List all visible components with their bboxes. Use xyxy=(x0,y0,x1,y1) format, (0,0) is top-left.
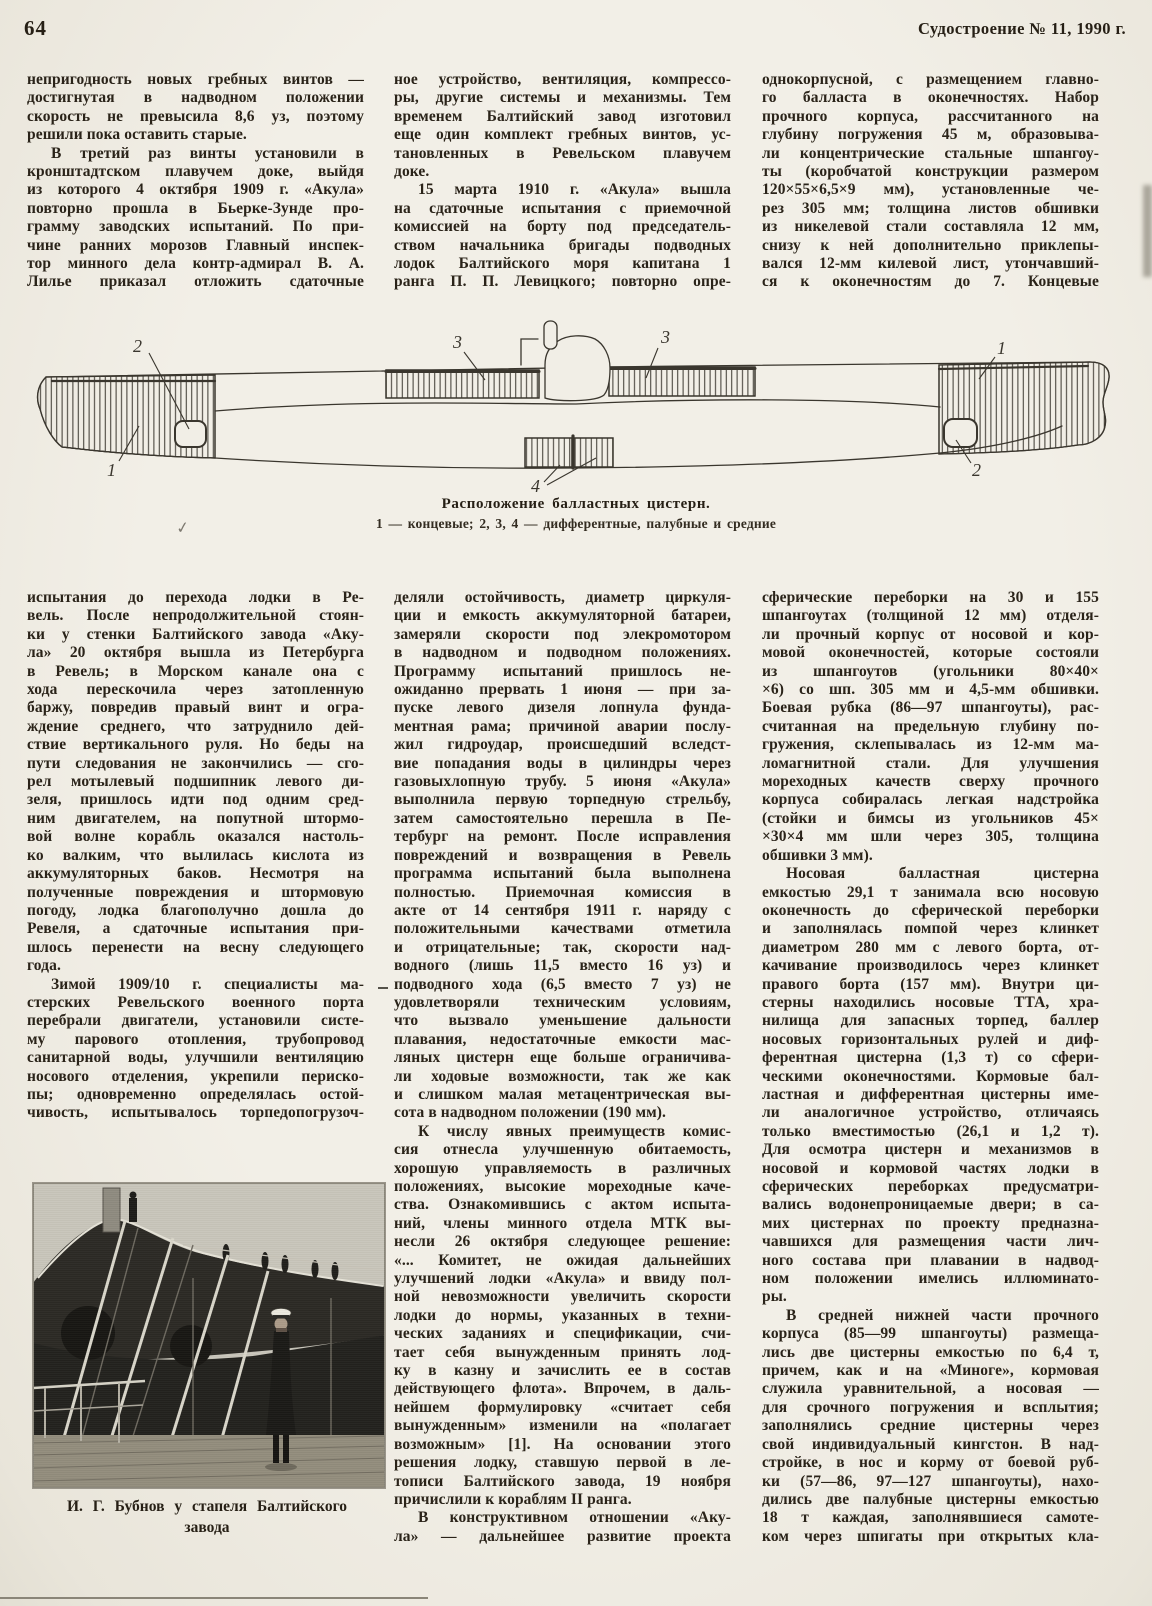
text-line: вался 12-мм килевой лист, утончавший- xyxy=(762,255,1099,273)
text-line: несли 26 октября следующее решение: xyxy=(394,1233,731,1251)
text-line: (стойки и бимсы из угольников 45× xyxy=(762,809,1099,827)
text-line: рез 305 мм; толщина листов обшивки xyxy=(762,199,1099,217)
text-line: и отрицательные; так, скорости над- xyxy=(394,938,731,956)
text-line: Лилье приказал отложить сдаточные xyxy=(27,273,364,291)
page-number: 64 xyxy=(24,16,47,40)
text-line: подводного хода (6,5 вместо 7 уз) не xyxy=(394,975,731,993)
text-line: сия отнесла улучшенную обитаемость, xyxy=(394,1141,731,1159)
photo-illustration xyxy=(33,1183,385,1488)
text-line: корпуса собиралась легкая надстройка xyxy=(762,791,1099,809)
text-line: удовлетворяли техническим условиям, xyxy=(394,993,731,1011)
text-line: из шпангоутов (угольники 80×40× xyxy=(762,662,1099,680)
text-line: жил гидроудар, происшедший вследст- xyxy=(394,736,731,754)
text-line: газовыхлопную трубу. 5 июня «Акула» xyxy=(394,773,731,791)
text-line: повторно прошла в Бьерке-Зунде про- xyxy=(27,199,364,217)
scan-bottom-line xyxy=(0,1597,428,1599)
text-line: носовой и кормовой частях лодки в xyxy=(762,1159,1099,1177)
text-line: ластная и дифферентная цистерны име- xyxy=(762,1085,1099,1103)
bottom-column-1 xyxy=(27,589,364,1123)
text-line: ства. Ознакомившись с актом испыта- xyxy=(394,1196,731,1214)
text-line: тановленных в Ревельском плавучем xyxy=(394,144,731,162)
text-line: что вызвало уменьшение дальности xyxy=(394,1012,731,1030)
text-line: чивость, испытывалось торпедопогрузоч- xyxy=(27,1104,364,1122)
text-line: ли прочный корпус от носовой и кор- xyxy=(762,625,1099,643)
text-line: ческих заданиях и спецификации, счи- xyxy=(394,1325,731,1343)
diagram-caption xyxy=(276,496,876,532)
text-line: и слишком малая метацентрическая вы- xyxy=(394,1085,731,1103)
text-line: Программу испытаний пришлось не- xyxy=(394,662,731,680)
text-line: корпуса (85—99 шпангоуты) размеща- xyxy=(762,1325,1099,1343)
diagram-label-2-left: 2 xyxy=(133,336,142,356)
text-line: в надводном и подводном положениях. xyxy=(394,644,731,662)
text-line: гружения, склепывалась из 12-мм ма- xyxy=(762,736,1099,754)
text-line: только вместимостью (26,1 и 1,2 т). xyxy=(762,1122,1099,1140)
text-line: решили пока оставить старые. xyxy=(27,126,247,144)
text-line: Ревеля, а сдаточные испытания при- xyxy=(27,920,364,938)
photo-caption-line1: И. Г. Бубнов у стапеля Балтийского xyxy=(66,1498,348,1515)
text-line: свой индивидуальный кингстон. В над- xyxy=(762,1435,1099,1453)
text-line: пы; одновременно определялась остой- xyxy=(27,1085,364,1103)
text-line: ла» 20 октября вышла из Петербурга xyxy=(27,644,364,662)
photo-caption-line2: завода xyxy=(184,1519,230,1536)
text-line: считанная на предельную глубину по- xyxy=(762,717,1099,735)
text-line: грамму заводских испытаний. По при- xyxy=(27,218,364,236)
pencil-dash-mark xyxy=(378,987,388,989)
text-line: обшивки 3 мм). xyxy=(762,846,873,864)
text-line: ры, другие системы и механизмы. Тем xyxy=(394,89,731,107)
text-line: из никелевой стали составляла 12 мм, xyxy=(762,218,1099,236)
text-line: ли концентрические стальные шпангоу- xyxy=(762,144,1099,162)
text-line: глубину погружения 45 м, образовыва- xyxy=(762,126,1099,144)
text-line: вель. После непродолжительной стоян- xyxy=(27,607,364,625)
text-line: лодок Балтийского моря капитана 1 xyxy=(394,255,731,273)
text-line: ла» — дальнейшее развитие проекта xyxy=(394,1527,731,1545)
diagram-label-2-right: 2 xyxy=(972,460,981,480)
text-line: ческими оконечностями. Кормовые бал- xyxy=(762,1067,1099,1085)
text-line: ли ходовые возможности, так же как xyxy=(394,1067,731,1085)
text-line: сферические переборки на 30 и 155 xyxy=(762,589,1099,606)
text-line: вие попадания воды в цилиндры через xyxy=(394,754,731,772)
ballast-tanks-diagram xyxy=(0,300,1152,500)
text-line: на сдаточные испытания с приемочной xyxy=(394,199,731,217)
text-line: выполнила первую торпедную стрельбу, xyxy=(394,791,731,809)
text-line: санитарной воды, улучшили вентиляцию xyxy=(27,1049,364,1067)
text-line: нейшем формулировку «считает себя xyxy=(394,1398,731,1416)
text-line: пути следования не закончились — сго- xyxy=(27,754,364,772)
text-line: стерских Ревельского военного порта xyxy=(27,993,364,1011)
text-line: Носовая балластная цистерна xyxy=(786,865,1099,883)
text-line: положительными качествами отметила xyxy=(394,920,731,938)
text-line: К числу явных преимуществ комис- xyxy=(418,1122,731,1140)
text-line: носового отделения, укрепили периско- xyxy=(27,1067,364,1085)
text-line: 15 марта 1910 г. «Акула» вышла xyxy=(418,181,731,199)
text-line: лодки до нормы, указанных в техни- xyxy=(394,1306,731,1324)
text-line: Для осмотра цистерн и механизмов в xyxy=(762,1141,1099,1159)
text-line: рел мотылевый подшипник левого ди- xyxy=(27,773,364,791)
text-line: стройке, в нос и корму от боевой руб- xyxy=(762,1454,1099,1472)
text-line: акте от 14 сентября 1911 г. наряду с xyxy=(394,901,731,919)
text-line: ствие вертикального руля. Но беды на xyxy=(27,736,364,754)
figure-on-deck xyxy=(129,1198,137,1222)
text-line: ном положении имелись иллюминато- xyxy=(762,1270,1099,1288)
text-line: перебрали двигатели, установили систе- xyxy=(27,1012,364,1030)
text-line: вынужденным» изменили на «полагает xyxy=(394,1417,731,1435)
text-line: ломагнитной стали. Для улучшения xyxy=(762,754,1099,772)
submarine-profile-drawing xyxy=(0,300,1152,500)
text-line: чавшихся для размещения части лич- xyxy=(762,1233,1099,1251)
text-line: ранга П. П. Левицкого; повторно опре- xyxy=(394,273,731,291)
diagram-label-1-right: 1 xyxy=(997,338,1006,358)
diagram-label-1-left: 1 xyxy=(107,460,116,480)
diagram-label-3-left: 3 xyxy=(453,332,462,352)
text-line: В средней нижней части прочного xyxy=(786,1306,1099,1324)
diagram-caption-title: Расположение балластных цистерн. xyxy=(441,496,711,512)
funnel xyxy=(103,1188,120,1232)
scan-edge-mark xyxy=(1143,185,1152,277)
top-column-1 xyxy=(27,71,364,292)
text-line: Боевая рубка (86—97 шпангоуты), рас- xyxy=(762,699,1099,717)
diagram-label-4: 4 xyxy=(531,476,540,496)
text-line: решения лодку, ставшую первой в ле- xyxy=(394,1454,731,1472)
text-line: баржу, повредив правый винт и огра- xyxy=(27,699,364,717)
text-line: вались водонепроницаемые двери; в са- xyxy=(762,1196,1099,1214)
text-line: ждение среднего, что затруднило дей- xyxy=(27,717,364,735)
text-line: чине ранних морозов Главный инспек- xyxy=(27,236,364,254)
text-line: зеля, пришлось идти под одним сред- xyxy=(27,791,364,809)
text-line: дились две палубные цистерны емкостью xyxy=(762,1490,1099,1508)
text-line: ×6) со шп. 305 мм и 4,5-мм обшивки. xyxy=(762,681,1099,699)
text-line: го балласта в оконечностях. Набор xyxy=(762,89,1099,107)
photo-caption xyxy=(27,1496,387,1538)
text-line: качивание производилось через клинкет xyxy=(762,957,1099,975)
text-line: мовой оконечностей, которые состояли xyxy=(762,644,1099,662)
text-line: испытания до перехода лодки в Ре- xyxy=(27,589,364,606)
text-line: ся к оконечностям до 7. Концевые xyxy=(762,273,1099,291)
text-line: хорошую управляемость в различных xyxy=(394,1159,731,1177)
text-line: мих цистернах по проекту предназна- xyxy=(762,1214,1099,1232)
text-line: ством начальника бригады подводных xyxy=(394,236,731,254)
text-line: тербург на ремонт. После исправления xyxy=(394,828,731,846)
text-line: программа испытаний была выполнена xyxy=(394,865,731,883)
text-line: ×30×4 мм шли через 305, толщина xyxy=(762,828,1099,846)
text-line: ной невозможности увеличить скорости xyxy=(394,1288,731,1306)
bottom-column-3 xyxy=(762,589,1099,1546)
text-line: 18 т каждая, заполнявшиеся самоте- xyxy=(762,1509,1099,1527)
text-line: ний, члены минного отдела МТК вы- xyxy=(394,1214,731,1232)
text-line: доке. xyxy=(394,163,430,181)
journal-title: Судостроение № 11, 1990 г. xyxy=(918,19,1126,38)
text-line: кронштадтском плавучем доке, выйдя xyxy=(27,163,364,181)
text-line: му парового отопления, трубопровод xyxy=(27,1030,364,1048)
text-line: оконечность до сферической переборки xyxy=(762,901,1099,919)
text-line: ры. xyxy=(762,1288,787,1306)
text-line: ку в казну и зачислить ее в состав xyxy=(394,1362,731,1380)
text-line: шпангоутах (толщиной 12 мм) отделя- xyxy=(762,607,1099,625)
text-line: полученные повреждения и штормовую xyxy=(27,883,364,901)
text-line: еще один комплект гребных винтов, ус- xyxy=(394,126,731,144)
text-line: стерны находились носовые ТТА, хра- xyxy=(762,993,1099,1011)
text-line: ком через шпигаты при открытых кла- xyxy=(762,1527,1099,1545)
text-line: мореходных качеств сверху прочного xyxy=(762,773,1099,791)
text-line: положениях, высокие мореходные каче- xyxy=(394,1178,731,1195)
text-line: хода перескочила через затопленную xyxy=(27,681,364,699)
text-line: прочного корпуса, рассчитанного на xyxy=(762,107,1099,125)
text-line: ожиданно прервать 1 июня — при за- xyxy=(394,681,731,699)
text-line: ко валким, что вылилась кислота из xyxy=(27,846,364,864)
text-line: ки у стенки Балтийского завода «Аку- xyxy=(27,625,364,643)
text-line: сферических переборках предусматри- xyxy=(762,1178,1099,1195)
text-line: тописи Балтийского завода, 19 ноября xyxy=(394,1472,731,1490)
text-line: плавания, недостаточные емкости мас- xyxy=(394,1030,731,1048)
text-line: и заполнялась помпой через клинкет xyxy=(762,920,1099,938)
text-line: вой волне корабль оказался настоль- xyxy=(27,828,364,846)
text-line: в Ревель; в Морском канале она с xyxy=(27,662,364,680)
pencil-check-mark: ✓ xyxy=(174,517,191,538)
text-line: ное устройство, вентиляция, компрессо- xyxy=(394,71,731,88)
text-line: ляных цистерн еще больше ограничива- xyxy=(394,1049,731,1067)
text-line: водного (лишь 11,5 вместо 16 уз) и xyxy=(394,957,731,975)
text-line: диаметром 280 мм с левого борта, от- xyxy=(762,938,1099,956)
text-line: повреждений и возвращения в Ревель xyxy=(394,846,731,864)
text-line: заполнялись средние цистерны через xyxy=(762,1417,1099,1435)
text-line: улучшений лодки «Акула» и ввиду пол- xyxy=(394,1270,731,1288)
text-line: ли аналогичное устройство, отличаясь xyxy=(762,1104,1099,1122)
text-line: Зимой 1909/10 г. специалисты ма- xyxy=(51,975,364,993)
text-line: носовых горизонтальных рулей и диф- xyxy=(762,1030,1099,1048)
text-line: снизу к ней дополнительно приклепы- xyxy=(762,236,1099,254)
text-line: сота в надводном положении (190 мм). xyxy=(394,1104,667,1122)
text-line: однокорпусной, с размещением главно- xyxy=(762,71,1099,88)
text-line: погоду, лодка благополучно дошла до xyxy=(27,901,364,919)
text-line: замеряли скорости под элекромотором xyxy=(394,625,731,643)
text-line: причислили к кораблям II ранга. xyxy=(394,1490,632,1508)
text-line: пуске левого дизеля лопнула фунда- xyxy=(394,699,731,717)
text-line: для срочного погружения и всплытия; xyxy=(762,1398,1099,1416)
text-line: года. xyxy=(27,957,61,975)
text-line: ции и емкость аккумуляторной батареи, xyxy=(394,607,731,625)
photo-bubnov-at-slipway xyxy=(33,1183,385,1488)
text-line: В конструктивном отношении «Аку- xyxy=(418,1509,731,1527)
text-line: ним двигателем, на попутной штормо- xyxy=(27,809,364,827)
text-line: комиссией на борту под председатель- xyxy=(394,218,731,236)
text-line: тает себя вынужденным принять лод- xyxy=(394,1343,731,1361)
text-line: аккумуляторных баков. Несмотря на xyxy=(27,865,364,883)
text-line: ного состава при плавании в надвод- xyxy=(762,1251,1099,1269)
top-column-2 xyxy=(394,71,731,292)
text-line: «... Комитет, не ожидая дальнейших xyxy=(394,1251,731,1269)
text-line: достигнутая в надводном положении xyxy=(27,89,364,107)
text-line: действующего флота». Впрочем, в даль- xyxy=(394,1380,731,1398)
text-line: скорость не превысила 8,6 уз, поэтому xyxy=(27,107,364,125)
text-line: непригодность новых гребных винтов — xyxy=(27,71,364,88)
text-line: причем, как и на «Миноге», кормовая xyxy=(762,1362,1099,1380)
text-line: тор минного дела контр-адмирал В. А. xyxy=(27,255,364,273)
text-line: ки (57—86, 97—127 шпангоуты), нахо- xyxy=(762,1472,1099,1490)
text-line: ты (коробчатой конструкции размером xyxy=(762,163,1099,181)
text-line: деляли остойчивость, диаметр циркуля- xyxy=(394,589,731,606)
text-line: служила уравнительной, а носовая — xyxy=(762,1380,1099,1398)
diagram-label-3-right: 3 xyxy=(661,327,670,347)
text-line: шлось перенести на весну следующего xyxy=(27,938,364,956)
text-line: возможным» [1]. На основании этого xyxy=(394,1435,731,1453)
top-column-3 xyxy=(762,71,1099,292)
bottom-column-2 xyxy=(394,589,731,1546)
text-line: емкостью 29,1 т занимала всю носовую xyxy=(762,883,1099,901)
text-line: лись две цистерны емкостью по 6,4 т, xyxy=(762,1343,1099,1361)
text-line: 120×55×6,5×9 мм), установленные че- xyxy=(762,181,1099,199)
text-line: нилища для запасных торпед, баллер xyxy=(762,1012,1099,1030)
text-line: затем самостоятельно перешла в Пе- xyxy=(394,809,731,827)
text-line: временем Балтийский завод изготовил xyxy=(394,107,731,125)
diagram-caption-legend: 1 — концевые; 2, 3, 4 — дифферентные, палубные и средние xyxy=(375,516,777,531)
text-line: ментная рама; причиной аварии послу- xyxy=(394,717,731,735)
text-line: В третий раз винты установили в xyxy=(51,144,364,162)
text-line: полностью. Приемочная комиссия в xyxy=(394,883,731,901)
text-line: ферентная цистерна (1,3 т) со сфери- xyxy=(762,1049,1099,1067)
text-line: правого борта (157 мм). Внутри ци- xyxy=(762,975,1099,993)
text-line: из которого 4 октября 1909 г. «Акула» xyxy=(27,181,364,199)
